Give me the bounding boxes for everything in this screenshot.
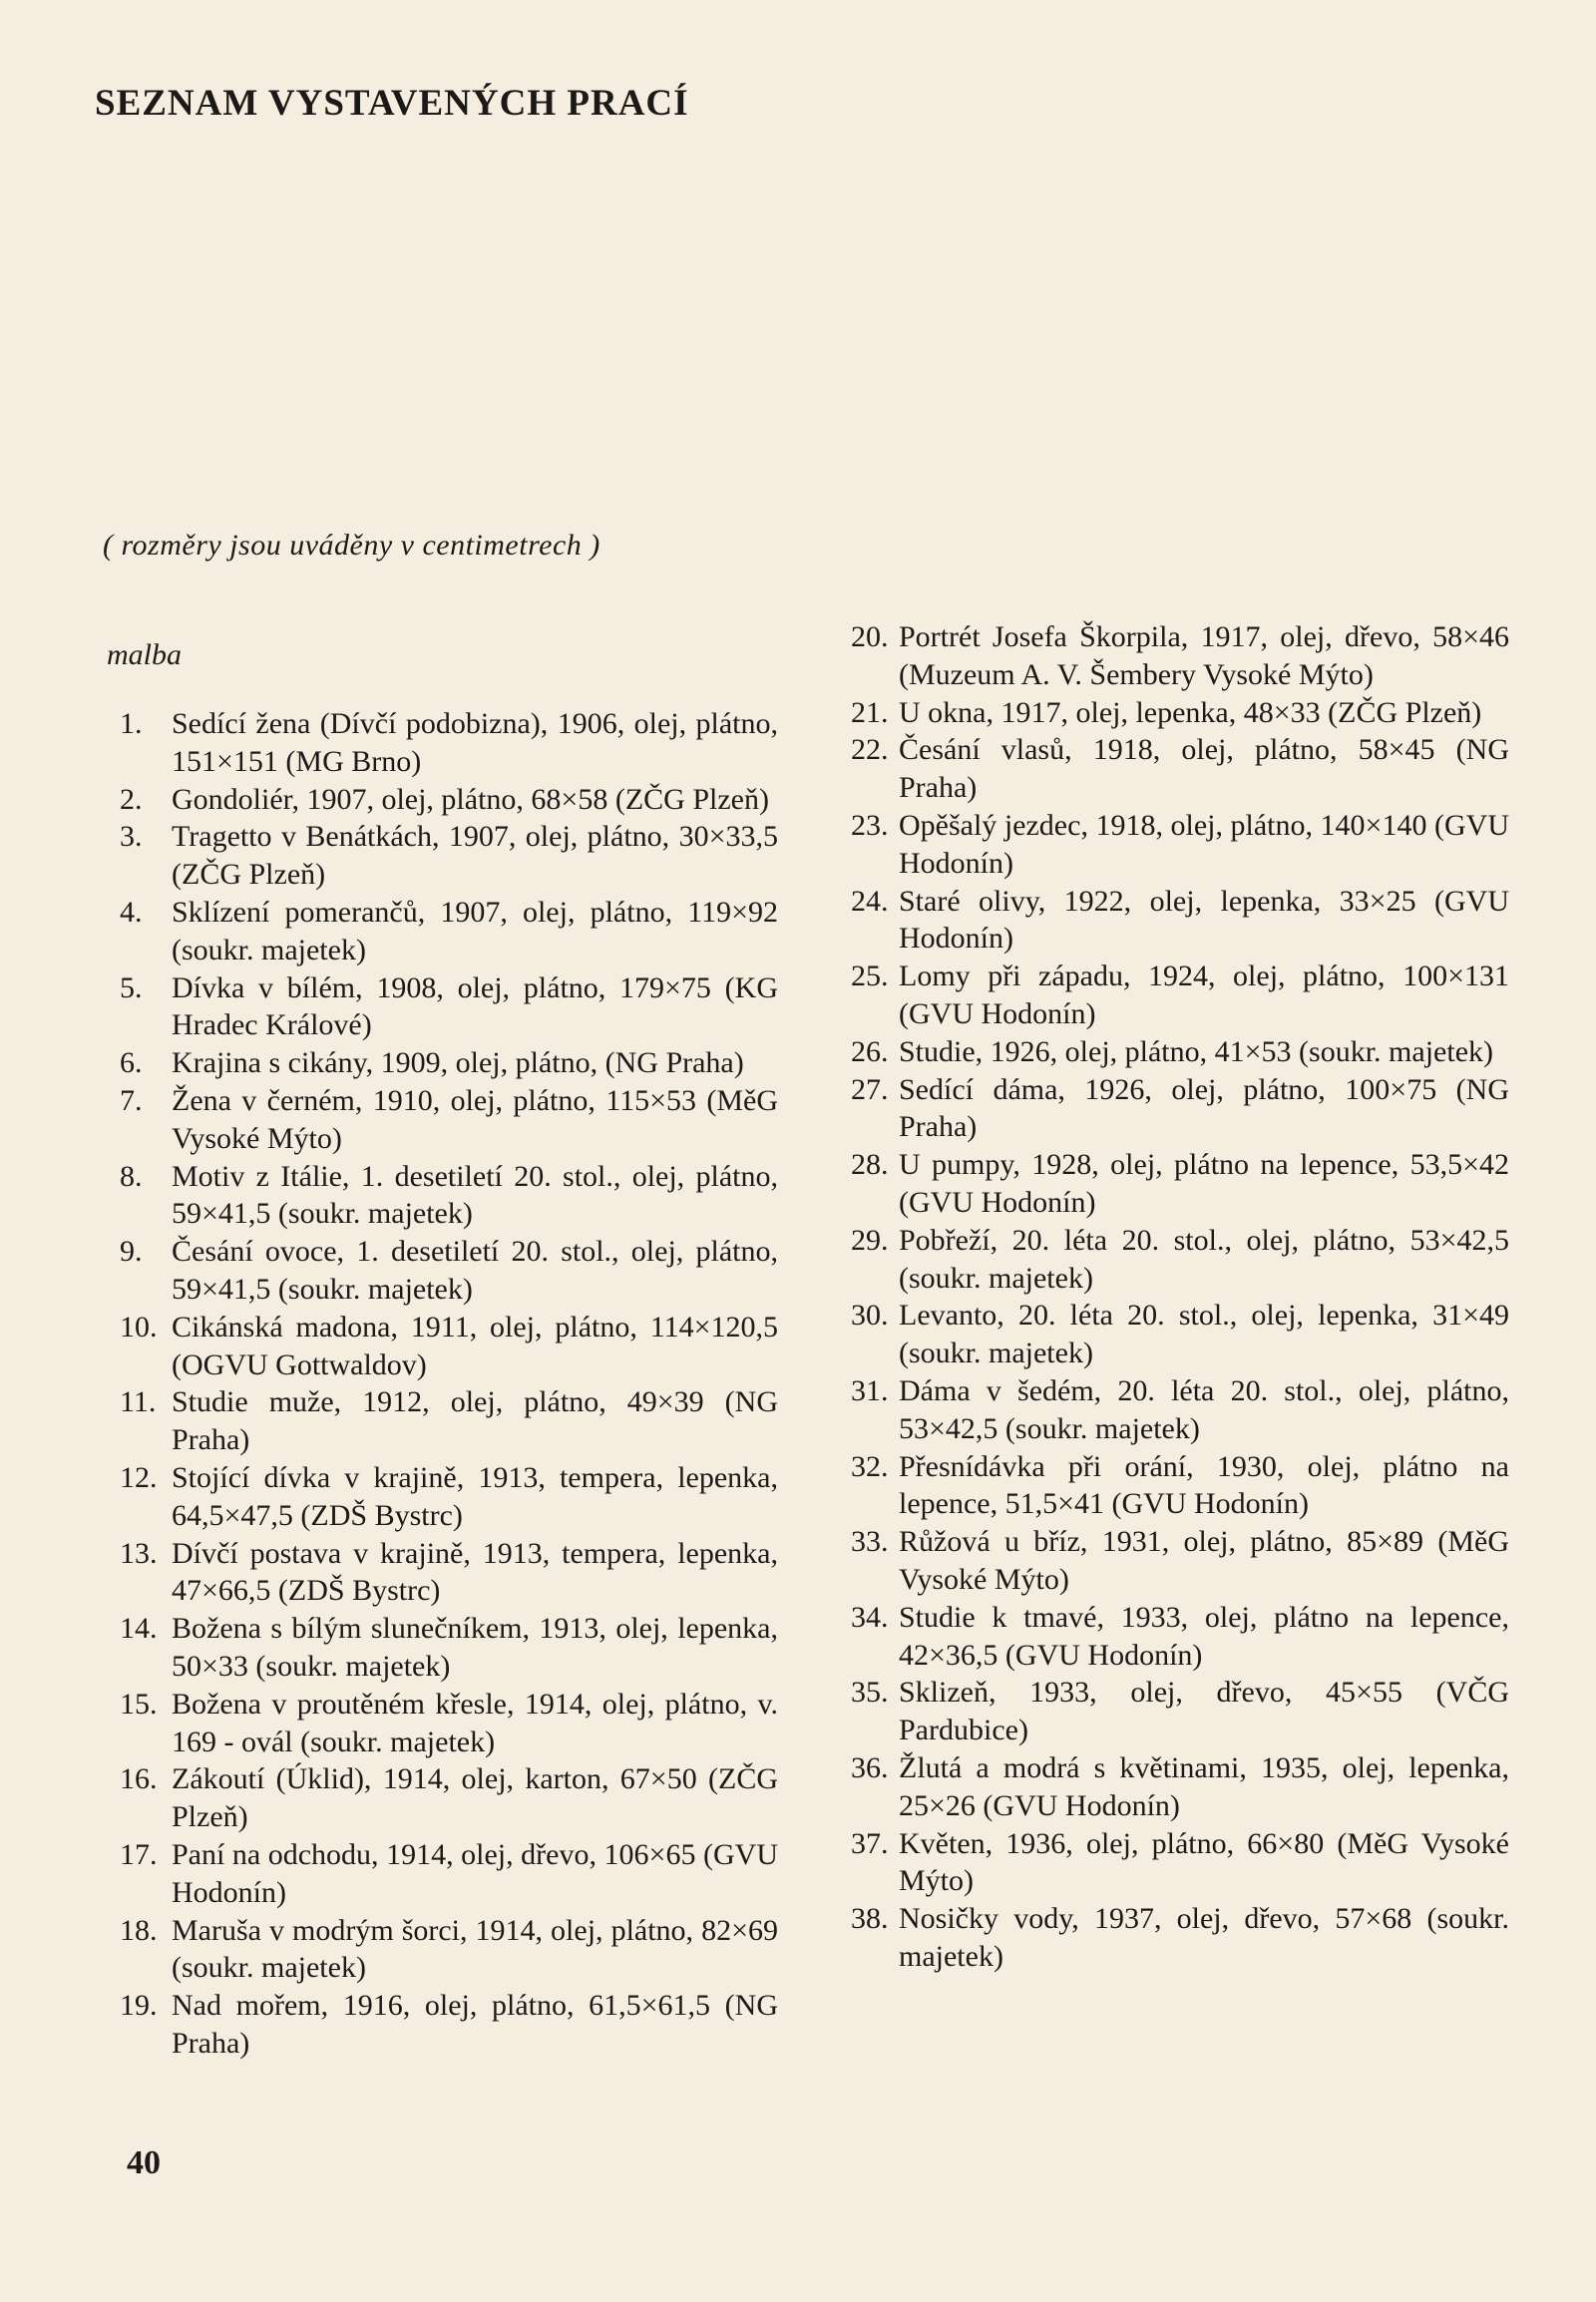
work-entry xyxy=(120,1383,778,1459)
work-entry xyxy=(851,731,1509,807)
work-number: 12. xyxy=(120,1460,158,1494)
work-number: 28. xyxy=(851,1148,889,1182)
work-number: 8. xyxy=(120,1159,143,1193)
work-description: Studie, 1926, olej, plátno, 41×53 (soukr. majetek) xyxy=(899,1034,1494,1068)
work-entry xyxy=(120,1987,778,2063)
work-description: Květen, 1936, olej, plátno, 66×80 (MěG Vysoké Mýto) xyxy=(899,1826,1509,1898)
work-number: 18. xyxy=(120,1913,158,1947)
work-description: Sedící dáma, 1926, olej, plátno, 100×75 (NG Praha) xyxy=(899,1072,1509,1144)
work-description: Přesnídávka při orání, 1930, olej, plátno na lepence, 51,5×41 (GVU Hodonín) xyxy=(899,1449,1509,1521)
work-entry xyxy=(851,1222,1509,1298)
work-description: Tragetto v Benátkách, 1907, olej, plátno, 30×33,5 (ZČG Plzeň) xyxy=(172,820,778,892)
work-description: Nad mořem, 1916, olej, plátno, 61,5×61,5 (NG Praha) xyxy=(172,1989,778,2060)
work-entry xyxy=(120,705,778,781)
work-number: 16. xyxy=(120,1762,158,1796)
work-number: 38. xyxy=(851,1902,889,1936)
work-number: 34. xyxy=(851,1600,889,1634)
work-entry xyxy=(120,1610,778,1686)
work-number: 31. xyxy=(851,1373,889,1407)
work-entry xyxy=(120,1912,778,1988)
work-number: 2. xyxy=(120,782,143,816)
work-description: Nosičky vody, 1937, olej, dřevo, 57×68 (soukr. majetek) xyxy=(899,1902,1509,1973)
work-number: 24. xyxy=(851,884,889,918)
work-number: 15. xyxy=(120,1687,158,1721)
work-description: Levanto, 20. léta 20. stol., olej, lepenka, 31×49 (soukr. majetek) xyxy=(899,1299,1509,1370)
work-description: Maruša v modrým šorci, 1914, olej, plátno, 82×69 (soukr. majetek) xyxy=(172,1913,778,1985)
work-number: 14. xyxy=(120,1612,158,1646)
work-number: 7. xyxy=(120,1083,143,1117)
work-description: Sklizeň, 1933, olej, dřevo, 45×55 (VČG Pardubice) xyxy=(899,1676,1509,1747)
works-list-left xyxy=(120,705,778,2063)
page-title: SEZNAM VYSTAVENÝCH PRACÍ xyxy=(95,83,689,124)
work-number: 26. xyxy=(851,1034,889,1068)
work-entry xyxy=(851,958,1509,1033)
work-entry xyxy=(851,1749,1509,1825)
work-number: 35. xyxy=(851,1676,889,1710)
work-description: U pumpy, 1928, olej, plátno na lepence, 53,5×42 (GVU Hodonín) xyxy=(899,1148,1509,1219)
work-description: Motiv z Itálie, 1. desetiletí 20. stol., olej, plátno, 59×41,5 (soukr. majetek) xyxy=(172,1159,778,1231)
work-entry xyxy=(120,1535,778,1611)
work-entry xyxy=(851,1033,1509,1071)
work-description: Dívka v bílém, 1908, olej, plátno, 179×75 (KG Hradec Králové) xyxy=(172,970,778,1042)
work-entry xyxy=(851,1523,1509,1599)
work-number: 29. xyxy=(851,1223,889,1257)
work-entry xyxy=(851,1297,1509,1372)
work-number: 4. xyxy=(120,895,143,929)
work-entry xyxy=(851,1448,1509,1524)
works-list-right xyxy=(851,618,1509,1976)
work-number: 23. xyxy=(851,808,889,842)
work-entry xyxy=(851,1674,1509,1749)
work-description: Sklízení pomerančů, 1907, olej, plátno, 119×92 (soukr. majetek) xyxy=(172,895,778,966)
work-description: Cikánská madona, 1911, olej, plátno, 114×120,5 (OGVU Gottwaldov) xyxy=(172,1310,778,1381)
work-description: Krajina s cikány, 1909, olej, plátno, (NG Praha) xyxy=(172,1046,744,1080)
work-number: 27. xyxy=(851,1072,889,1106)
work-entry xyxy=(851,1900,1509,1976)
work-number: 10. xyxy=(120,1310,158,1343)
work-entry xyxy=(120,969,778,1045)
work-description: Česání ovoce, 1. desetiletí 20. stol., olej, plátno, 59×41,5 (soukr. majetek) xyxy=(172,1235,778,1306)
work-entry xyxy=(120,1044,778,1082)
work-description: Gondoliér, 1907, olej, plátno, 68×58 (ZČG Plzeň) xyxy=(172,782,769,816)
work-description: Pobřeží, 20. léta 20. stol., olej, plátno, 53×42,5 (soukr. majetek) xyxy=(899,1223,1509,1295)
work-entry xyxy=(851,1372,1509,1448)
work-entry xyxy=(851,694,1509,732)
work-entry xyxy=(120,1158,778,1234)
work-entry xyxy=(851,1146,1509,1222)
work-number: 25. xyxy=(851,959,889,993)
work-entry xyxy=(851,1071,1509,1147)
work-number: 30. xyxy=(851,1299,889,1333)
work-description: Paní na odchodu, 1914, olej, dřevo, 106×65 (GVU Hodonín) xyxy=(172,1837,778,1909)
work-number: 21. xyxy=(851,695,889,729)
work-number: 13. xyxy=(120,1536,158,1570)
work-entry xyxy=(120,1686,778,1761)
work-number: 37. xyxy=(851,1826,889,1860)
work-number: 36. xyxy=(851,1750,889,1784)
work-description: U okna, 1917, olej, lepenka, 48×33 (ZČG Plzeň) xyxy=(899,695,1482,729)
work-entry xyxy=(851,807,1509,883)
work-description: Opěšalý jezdec, 1918, olej, plátno, 140×140 (GVU Hodonín) xyxy=(899,808,1509,880)
page-number: 40 xyxy=(127,2144,161,2181)
work-entry xyxy=(120,894,778,969)
work-description: Zákoutí (Úklid), 1914, olej, karton, 67×50 (ZČG Plzeň) xyxy=(172,1762,778,1834)
work-description: Česání vlasů, 1918, olej, plátno, 58×45 (NG Praha) xyxy=(899,733,1509,805)
work-number: 19. xyxy=(120,1989,158,2023)
work-number: 5. xyxy=(120,970,143,1004)
work-description: Studie k tmavé, 1933, olej, plátno na lepence, 42×36,5 (GVU Hodonín) xyxy=(899,1600,1509,1672)
work-number: 3. xyxy=(120,820,143,854)
work-description: Božena v proutěném křesle, 1914, olej, plátno, v. 169 - ovál (soukr. majetek) xyxy=(172,1687,778,1758)
dimensions-note: ( rozměry jsou uváděny v centimetrech ) xyxy=(103,529,600,562)
work-entry xyxy=(851,883,1509,959)
work-entry xyxy=(851,618,1509,694)
work-entry xyxy=(120,1309,778,1384)
work-number: 9. xyxy=(120,1235,143,1269)
work-entry xyxy=(120,818,778,894)
work-description: Sedící žena (Dívčí podobizna), 1906, olej, plátno, 151×151 (MG Brno) xyxy=(172,707,778,778)
work-number: 17. xyxy=(120,1837,158,1871)
work-entry xyxy=(120,1233,778,1309)
work-description: Portrét Josefa Škorpila, 1917, olej, dřevo, 58×46 (Muzeum A. V. Šembery Vysoké Mýto) xyxy=(899,620,1509,691)
work-description: Žena v černém, 1910, olej, plátno, 115×53 (MěG Vysoké Mýto) xyxy=(172,1083,778,1155)
work-entry xyxy=(120,1459,778,1535)
work-description: Růžová u bříz, 1931, olej, plátno, 85×89 (MěG Vysoké Mýto) xyxy=(899,1525,1509,1596)
work-description: Staré olivy, 1922, olej, lepenka, 33×25 (GVU Hodonín) xyxy=(899,884,1509,956)
work-entry xyxy=(120,1836,778,1912)
work-description: Studie muže, 1912, olej, plátno, 49×39 (NG Praha) xyxy=(172,1385,778,1457)
work-description: Stojící dívka v krajině, 1913, tempera, lepenka, 64,5×47,5 (ZDŠ Bystrc) xyxy=(172,1460,778,1532)
work-description: Dáma v šedém, 20. léta 20. stol., olej, plátno, 53×42,5 (soukr. majetek) xyxy=(899,1373,1509,1445)
work-number: 6. xyxy=(120,1046,143,1080)
work-entry xyxy=(120,1082,778,1158)
work-description: Dívčí postava v krajině, 1913, tempera, lepenka, 47×66,5 (ZDŠ Bystrc) xyxy=(172,1536,778,1608)
work-entry xyxy=(120,1760,778,1836)
work-entry xyxy=(120,781,778,819)
work-number: 32. xyxy=(851,1449,889,1483)
work-number: 11. xyxy=(120,1385,157,1419)
work-number: 1. xyxy=(120,707,143,740)
work-entry xyxy=(851,1599,1509,1675)
section-heading: malba xyxy=(107,638,182,671)
work-number: 20. xyxy=(851,620,889,653)
work-number: 33. xyxy=(851,1525,889,1559)
work-description: Žlutá a modrá s květinami, 1935, olej, lepenka, 25×26 (GVU Hodonín) xyxy=(899,1750,1509,1822)
work-description: Božena s bílým slunečníkem, 1913, olej, lepenka, 50×33 (soukr. majetek) xyxy=(172,1612,778,1683)
work-number: 22. xyxy=(851,733,889,767)
work-description: Lomy při západu, 1924, olej, plátno, 100×131 (GVU Hodonín) xyxy=(899,959,1509,1030)
work-entry xyxy=(851,1825,1509,1901)
